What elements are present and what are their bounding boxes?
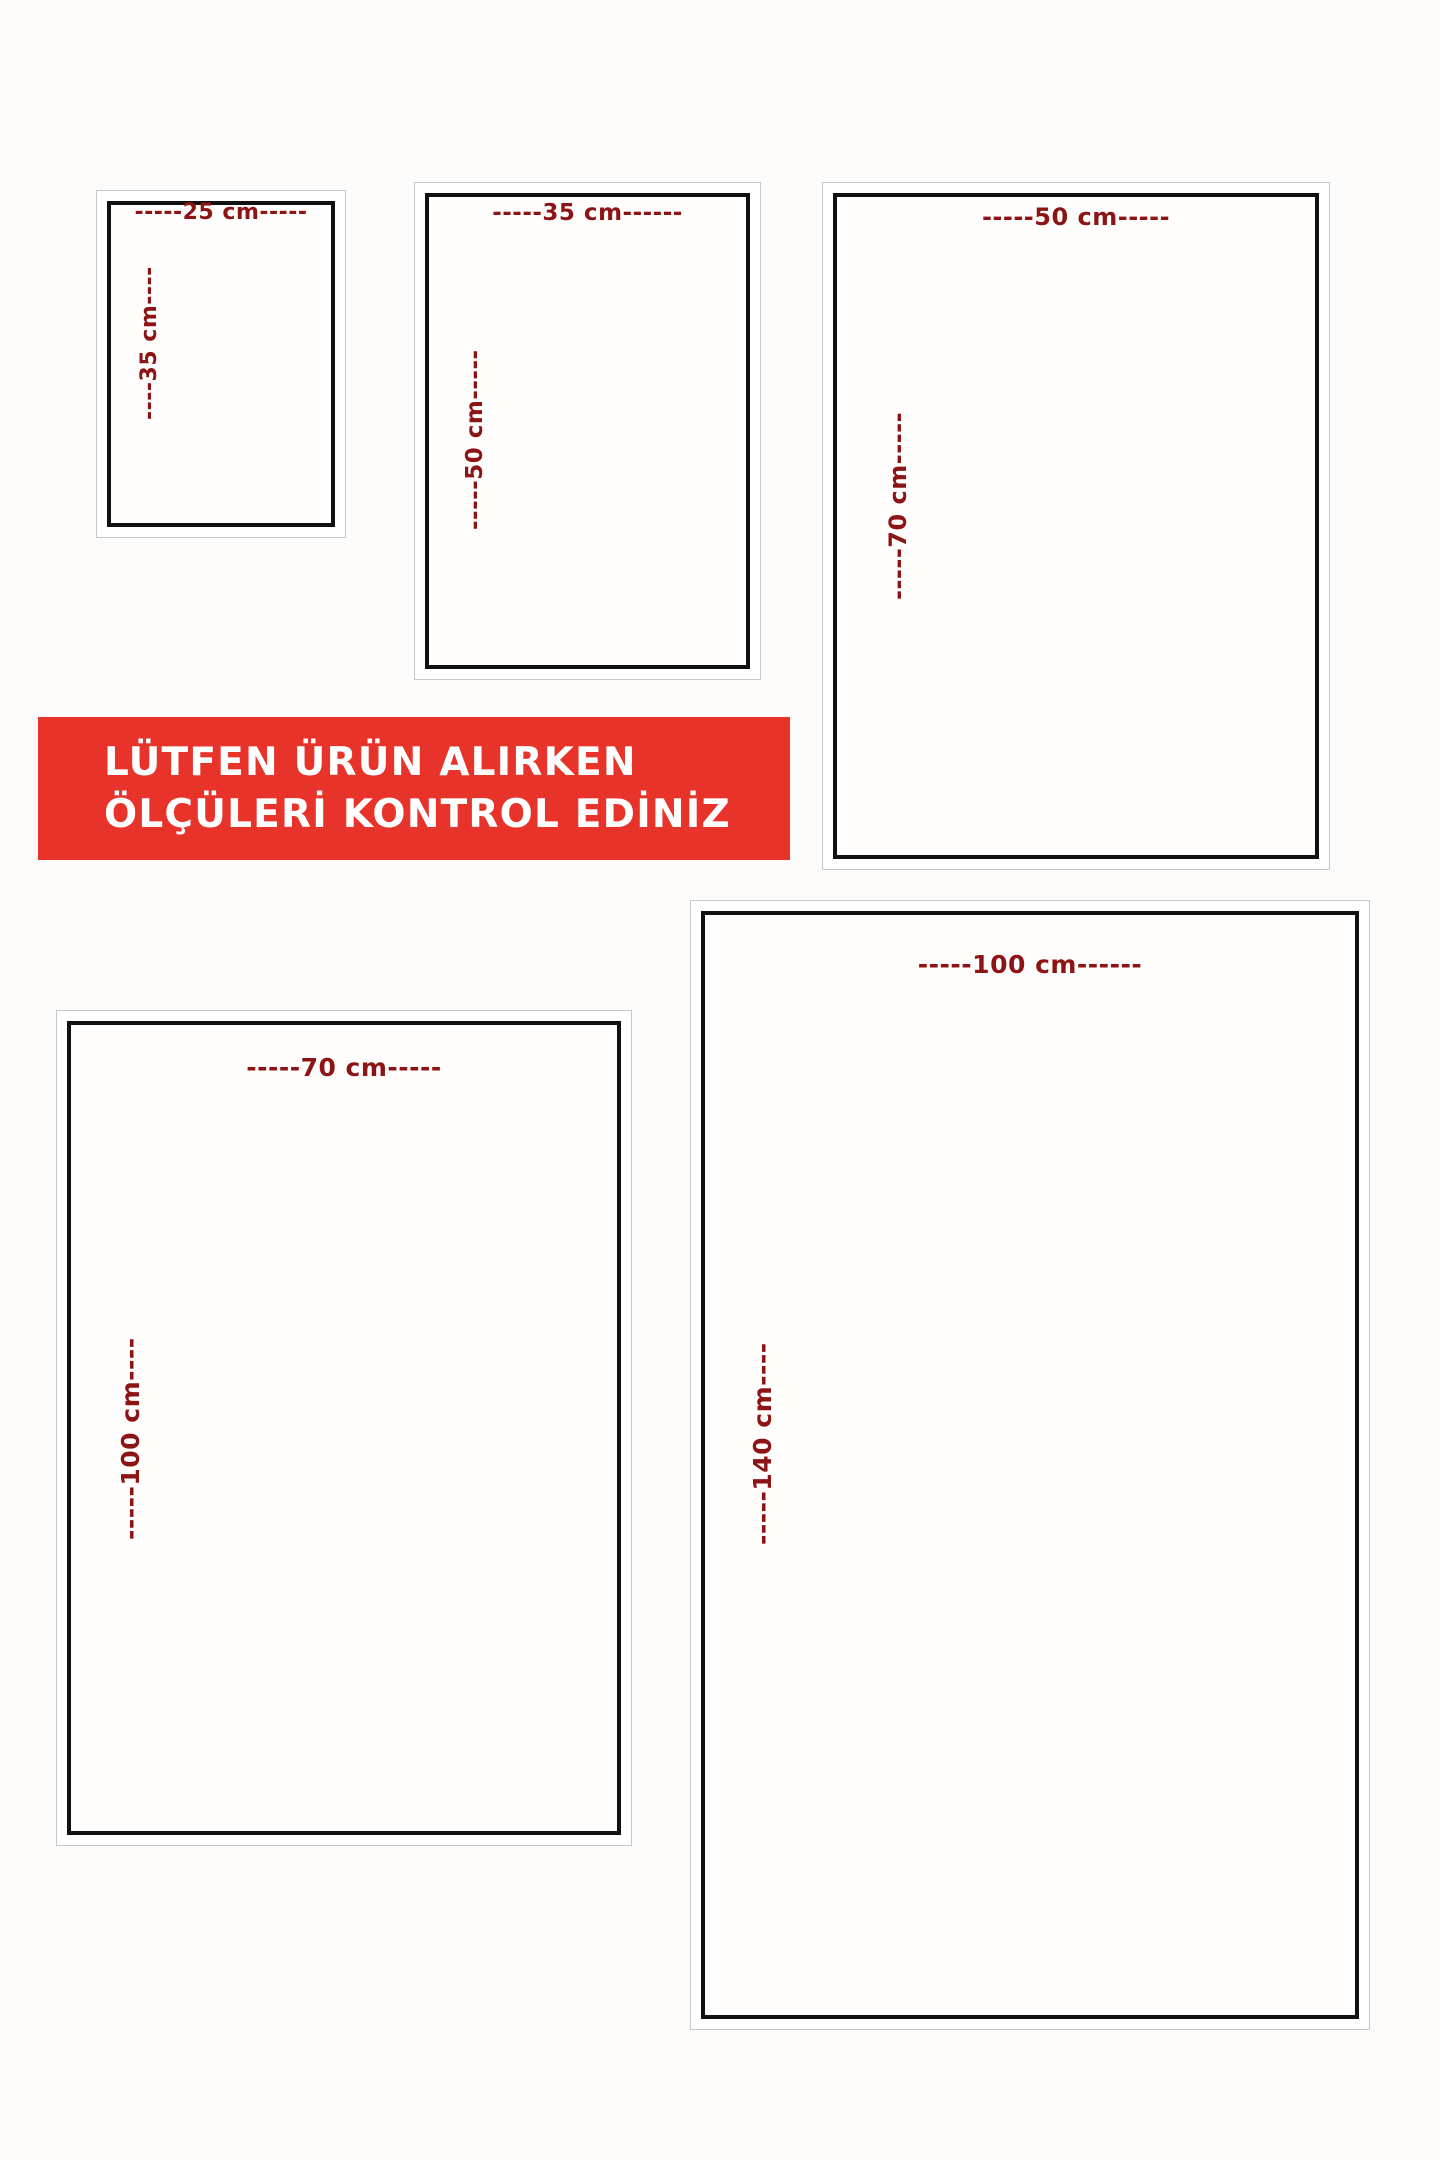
frame-25x35: [96, 190, 346, 538]
warning-banner: [38, 717, 790, 860]
warning-line-2: ÖLÇÜLERİ KONTROL EDİNİZ: [104, 791, 731, 837]
frame-100x140: [690, 900, 1370, 2030]
frame-35x50-height-label: -----50 cm-----: [462, 349, 488, 530]
frame-25x35-height-label: ----35 cm----: [137, 266, 162, 420]
warning-line-1: LÜTFEN ÜRÜN ALIRKEN: [104, 740, 637, 786]
frame-70x100-inner: [67, 1021, 621, 1835]
frame-50x70-height-label: -----70 cm-----: [884, 411, 912, 600]
frame-70x100-width-label: -----70 cm-----: [246, 1053, 442, 1082]
frame-100x140-inner: [701, 911, 1359, 2019]
frame-25x35-width-label: -----25 cm-----: [134, 200, 308, 225]
frame-70x100-height-label: -----100 cm----: [116, 1337, 145, 1540]
frame-100x140-width-label: -----100 cm------: [917, 950, 1143, 979]
frame-35x50-width-label: -----35 cm------: [492, 200, 683, 226]
frame-100x140-height-label: -----140 cm----: [748, 1342, 777, 1545]
frame-50x70-width-label: -----50 cm-----: [981, 203, 1171, 231]
